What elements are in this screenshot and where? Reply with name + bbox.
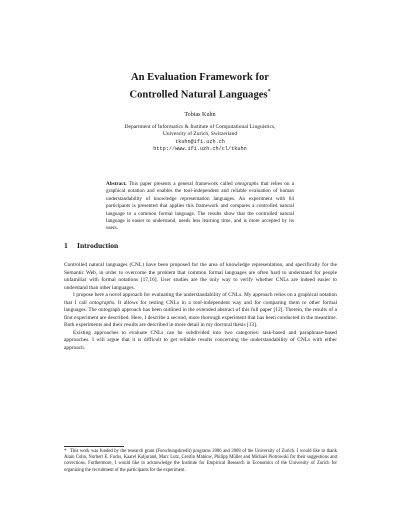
author-url[interactable]: http://www.ifi.uzh.ch/cl/tkuhn	[153, 145, 247, 152]
abstract-text-a: This paper presents a general framework called	[128, 181, 235, 187]
body-text	[64, 262, 337, 352]
section-title: Introduction	[77, 241, 119, 250]
paper-title	[0, 71, 400, 103]
section-number: 1	[64, 241, 68, 250]
title-line-1: An Evaluation Framework for	[130, 72, 269, 83]
abstract-term: ontographs	[234, 181, 259, 187]
paragraph-1: Controlled natural languages (CNL) have been proposed for the area of knowledge representation, and specifically for the Semantic Web, in order to overcome the problem that common formal languages are often hard to understand for people unfamiliar with formal notations [17,16]. User studies are the only way to verify whether CNLs are indeed easier to understand than other languages.	[64, 262, 337, 291]
footnote-rule	[64, 446, 124, 447]
paragraph-2-text-b: . It allows for testing CNLs in a tool-independent way and for comparing them to other formal languages. The ontograph approach has been outlined in the extended abstract of this full paper [12]. Therein, the results of a first experiment are described. Here, I describe a second, more thorough experiment that has been conducted in the meantime. Both experiments and their results are described in more detail in my doctoral thesis [13].	[64, 299, 338, 328]
author-name: Tobias Kuhn	[184, 112, 216, 118]
paragraph-3: Existing approaches to evaluate CNLs can be subdivided into two categories: task-based and paraphrase-based approaches. I will argue that it is difficult to get reliable results concerning the understandability of CNLs with either approach.	[64, 329, 337, 351]
paragraph-2-term: ontographs	[89, 299, 114, 306]
title-line-2-text: Controlled Natural Languages	[129, 89, 268, 101]
affiliation-line-1: Department of Informatics & Institute of Computational Linguistics,	[124, 124, 276, 130]
abstract	[106, 181, 294, 233]
title-line-2	[0, 85, 400, 103]
author-email[interactable]: tkuhn@ifi.uzh.ch	[175, 138, 225, 145]
affiliation-line-2: University of Zurich, Switzerland	[162, 131, 238, 138]
footnote-text: This work was funded by the research grant (Forschungskredit) programs 2006 and 2008 of the University of Zurich. I would like to thank Alain Cohn, Norbert E. Fuchs, Kaarel Kaljurand, Marc Lutz, Cerstin Mahlow, Philipp Müller and Michael Piotrowski for their suggestions and corrections. Furthermore, I would like to acknowledge the Institute for Empirical Research in Economics of the University of Zurich for organizing the recruitment of the participants for the experiment.	[64, 449, 337, 473]
affiliation-block	[0, 124, 400, 153]
abstract-label: Abstract.	[106, 181, 127, 187]
title-footnote-mark: *	[267, 89, 271, 95]
section-heading	[64, 241, 118, 250]
paragraph-2	[64, 292, 337, 330]
abstract-text-b: that relies on a graphical notation and enables the tool-independent and reliable evaluation of human understandability of knowledge representation languages. An experiment with 64 participants is presented that applies this framework and compares a controlled natural language to a common formal language. The results show that the controlled natural language is easier to understand, needs less learning time, and is more accepted by its users.	[106, 181, 294, 232]
footnote	[64, 449, 337, 474]
footnote-mark: *	[64, 449, 67, 454]
paragraph-2-text-a: I propose here a novel approach for evaluating the understandability of CNLs. My approach relies on a graphical notation that I call	[64, 292, 337, 306]
